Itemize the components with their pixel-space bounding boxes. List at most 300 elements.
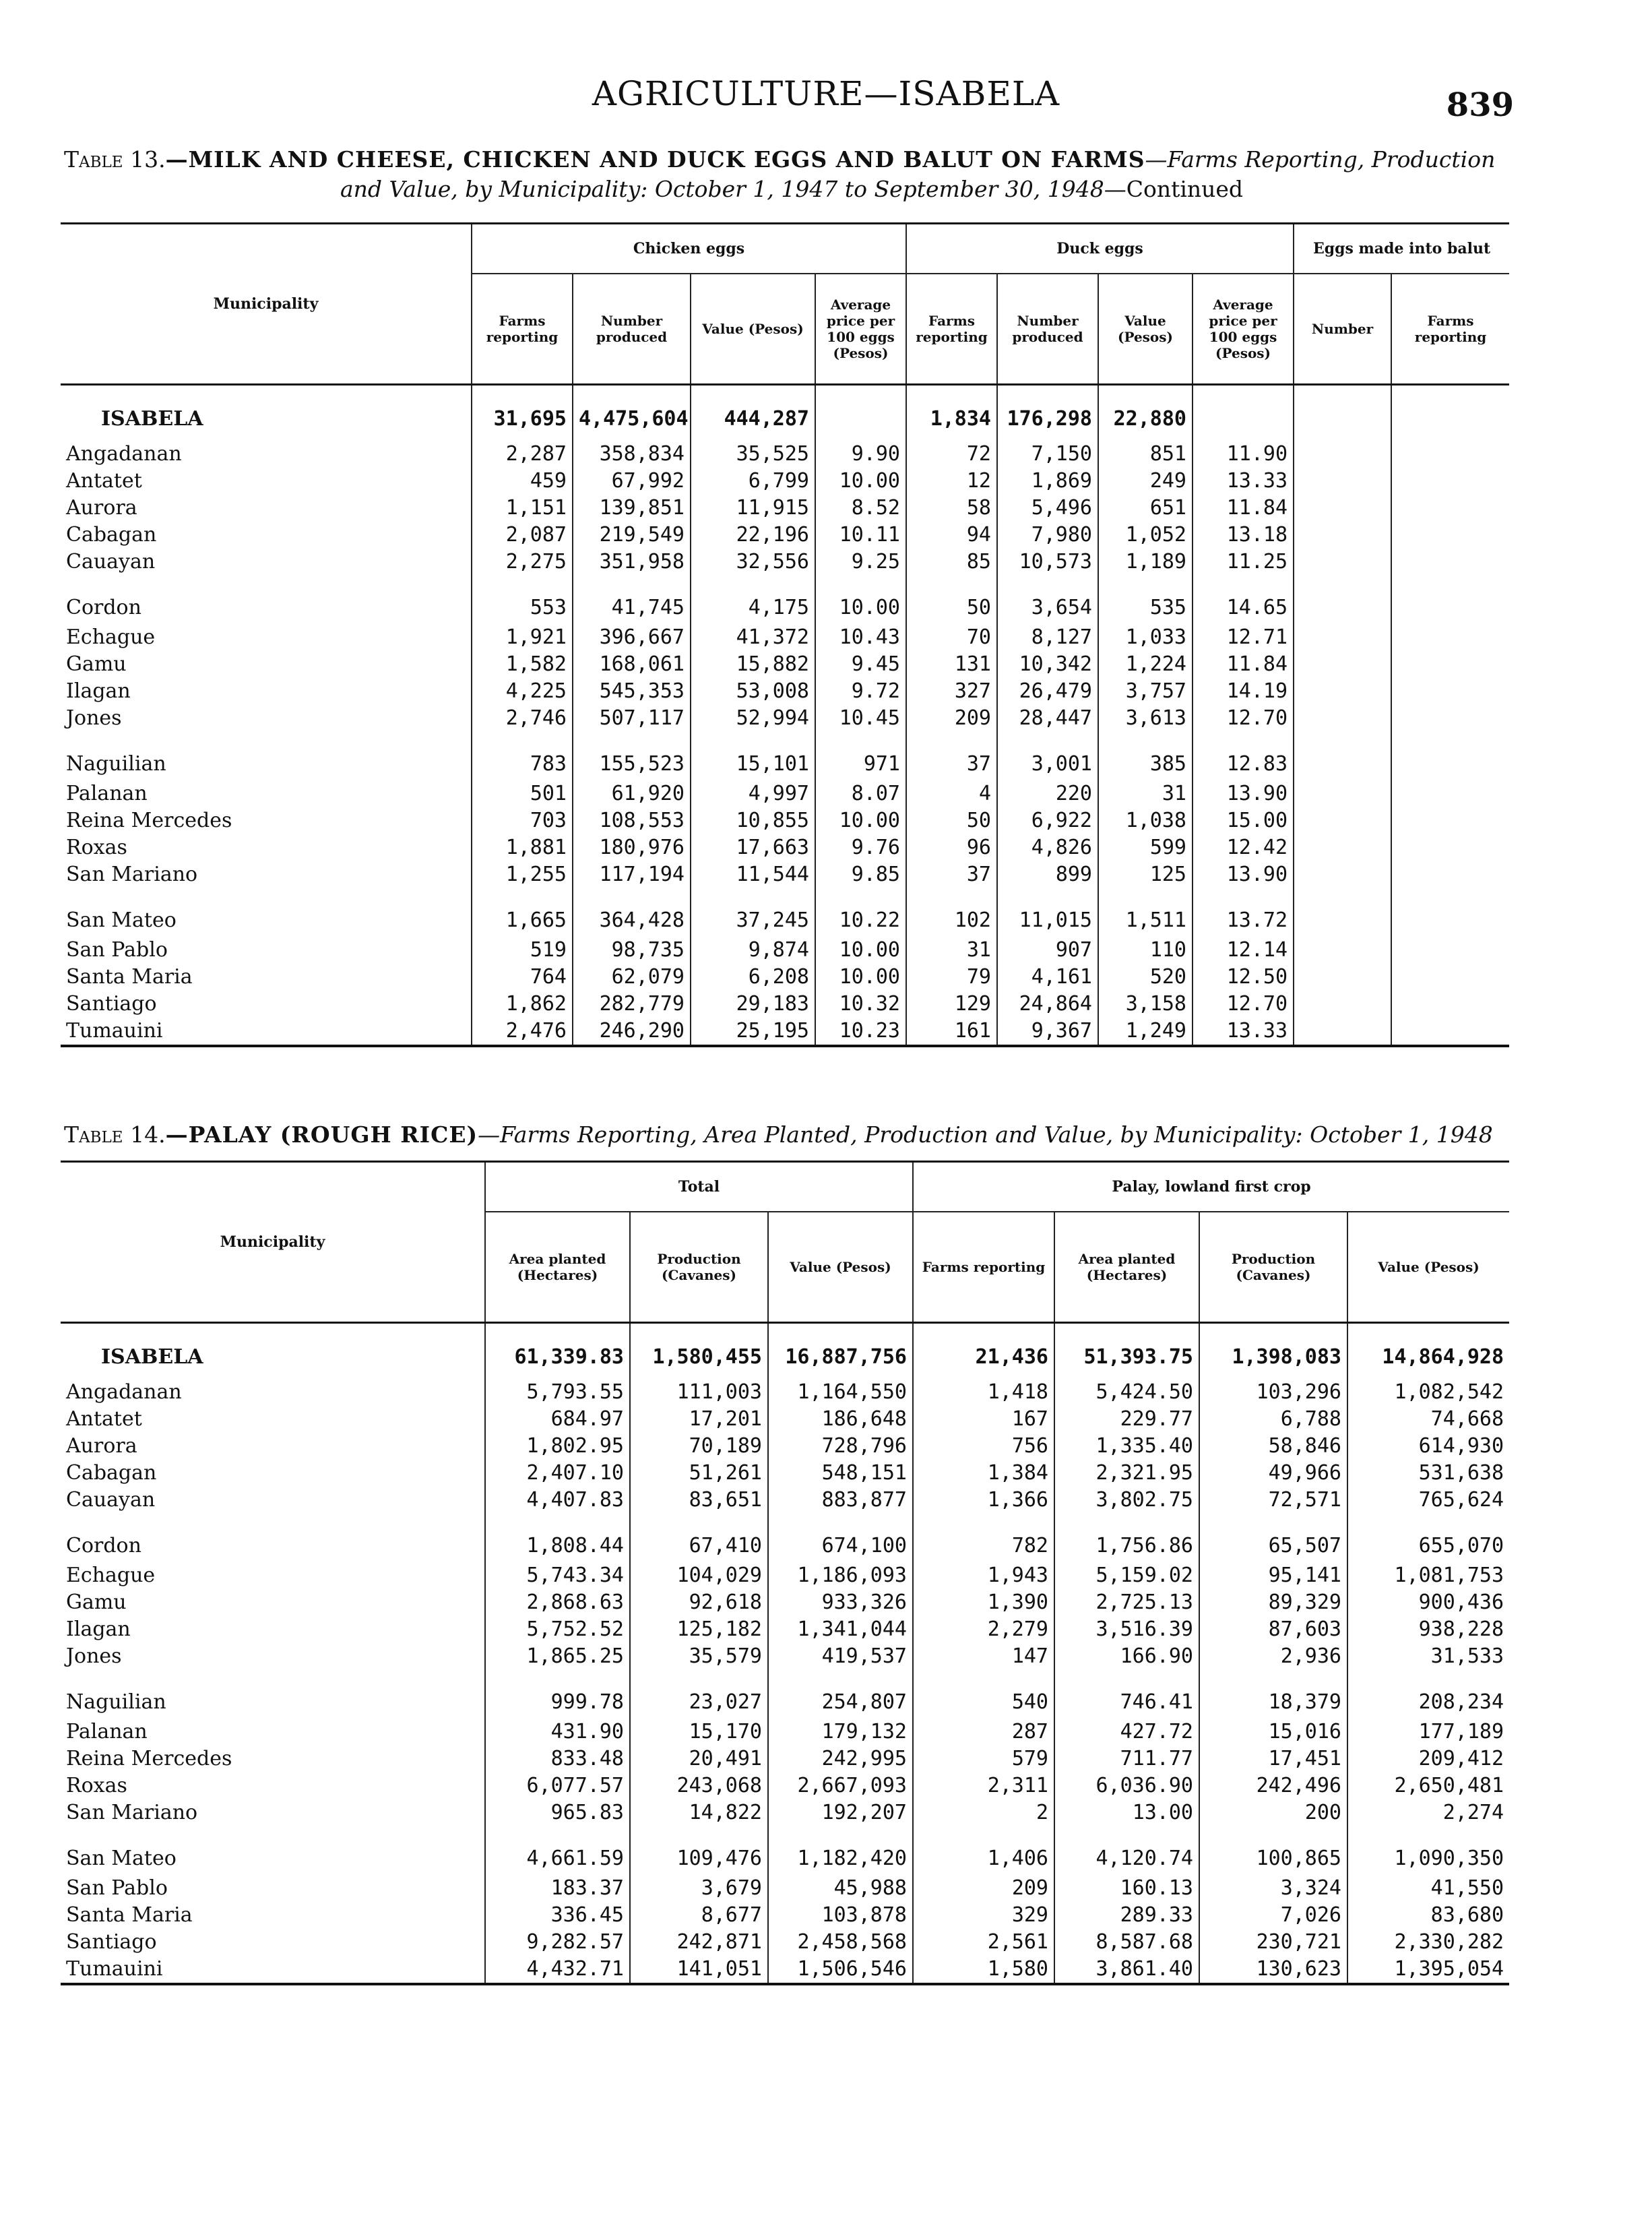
table14-cell: 72,571 — [1199, 1487, 1347, 1514]
table13-cell: 520 — [1098, 964, 1193, 991]
table13-cell: 10.45 — [815, 705, 906, 732]
table13-cell: 15,101 — [691, 732, 815, 780]
table14-cell: 746.41 — [1054, 1670, 1199, 1719]
table14-row — [61, 1719, 1509, 1746]
table14-cell: 1,182,420 — [768, 1826, 913, 1875]
table14-municipality-name: Aurora — [66, 1434, 137, 1458]
table14-cell: 209,412 — [1347, 1746, 1509, 1772]
table13-cell: 155,523 — [573, 732, 691, 780]
table13-cell — [1294, 705, 1391, 732]
table13-column-header: Value (Pesos) — [691, 274, 815, 385]
table13-row — [61, 1018, 1509, 1046]
table13-cell: 10,342 — [997, 651, 1098, 678]
table13-cell: 10.43 — [815, 624, 906, 651]
table13-cell: 108,553 — [573, 807, 691, 834]
table14-cell: 289.33 — [1054, 1902, 1199, 1929]
table14-cell: 674,100 — [768, 1514, 913, 1562]
table14-row — [61, 1616, 1509, 1643]
table14-column-header: Production (Cavanes) — [630, 1212, 768, 1323]
table14-cell: 183.37 — [485, 1875, 630, 1902]
table13-cell: 22,880 — [1098, 385, 1193, 441]
table14-cell: 1,384 — [913, 1460, 1054, 1487]
table13-cell: 37 — [906, 732, 997, 780]
table13-cell: 507,117 — [573, 705, 691, 732]
table13-column-header: Average price per 100 eggs (Pesos) — [815, 274, 906, 385]
table13-cell: 10.00 — [815, 937, 906, 964]
table13-cell: 358,834 — [573, 441, 691, 468]
table14-cell: 1,090,350 — [1347, 1826, 1509, 1875]
table13-cell: 249 — [1098, 468, 1193, 495]
table13-cell: 31 — [1098, 780, 1193, 807]
table13-cell: 459 — [472, 468, 573, 495]
table13-row — [61, 888, 1509, 937]
table14-cell: 103,296 — [1199, 1379, 1347, 1406]
table13-cell: 10.00 — [815, 576, 906, 624]
table14-cell: 3,516.39 — [1054, 1616, 1199, 1643]
table14-cell: 1,335.40 — [1054, 1433, 1199, 1460]
table13-cell: 9.25 — [815, 549, 906, 576]
table13-municipality-name: Cabagan — [66, 523, 157, 547]
table14-cell: 728,796 — [768, 1433, 913, 1460]
table13-cell — [1391, 441, 1509, 468]
running-title: AGRICULTURE—ISABELA — [592, 74, 1060, 113]
table14-cell: 100,865 — [1199, 1826, 1347, 1875]
table14-municipality-name: Santiago — [66, 1930, 157, 1954]
table13-municipality-name: Angadanan — [66, 442, 182, 466]
table13-cell: 220 — [997, 780, 1098, 807]
table13-cell: 3,654 — [997, 576, 1098, 624]
table13-cell: 1,862 — [472, 991, 573, 1018]
table14-cell: 2,650,481 — [1347, 1772, 1509, 1799]
table13-cell: 67,992 — [573, 468, 691, 495]
table13-municipality-name: Cauayan — [66, 550, 156, 574]
table14-group-lowland-first-crop: Palay, lowland first crop — [913, 1162, 1509, 1212]
table13-row — [61, 651, 1509, 678]
table13-municipality-name: San Mariano — [66, 863, 198, 886]
table13-cell: 1,869 — [997, 468, 1098, 495]
table14-cell: 1,506,546 — [768, 1956, 913, 1984]
table14-cell: 17,451 — [1199, 1746, 1347, 1772]
table14-cell: 4,120.74 — [1054, 1826, 1199, 1875]
table13-cell: 12.50 — [1193, 964, 1294, 991]
table13-cell: 12.14 — [1193, 937, 1294, 964]
table14-cell: 3,679 — [630, 1875, 768, 1902]
table13-cell: 31 — [906, 937, 997, 964]
table13-cell: 26,479 — [997, 678, 1098, 705]
table14-cell: 1,395,054 — [1347, 1956, 1509, 1984]
table14-cell: 9,282.57 — [485, 1929, 630, 1956]
table14-cell: 167 — [913, 1406, 1054, 1433]
table14-cell: 95,141 — [1199, 1562, 1347, 1589]
table13-cell: 10.32 — [815, 991, 906, 1018]
table14-municipality-name: San Mariano — [66, 1801, 198, 1824]
table14-cell: 103,878 — [768, 1902, 913, 1929]
table13-cell: 1,249 — [1098, 1018, 1193, 1046]
table14-row — [61, 1460, 1509, 1487]
table13-cell: 9.72 — [815, 678, 906, 705]
table14-cell: 548,151 — [768, 1460, 913, 1487]
table13-cell — [1294, 834, 1391, 861]
table14-cell: 14,864,928 — [1347, 1323, 1509, 1380]
table14-cell: 2 — [913, 1799, 1054, 1826]
table13-cell: 10.11 — [815, 522, 906, 549]
table13-cell: 3,613 — [1098, 705, 1193, 732]
table13-cell: 12 — [906, 468, 997, 495]
table14-cell: 51,261 — [630, 1460, 768, 1487]
table14-cell: 540 — [913, 1670, 1054, 1719]
table14-cell: 782 — [913, 1514, 1054, 1562]
table14-cell: 2,868.63 — [485, 1589, 630, 1616]
table14-cell: 15,170 — [630, 1719, 768, 1746]
table13-cell: 2,275 — [472, 549, 573, 576]
table13-cell — [1391, 1018, 1509, 1046]
table13-cell: 11.84 — [1193, 651, 1294, 678]
table14-cell: 15,016 — [1199, 1719, 1347, 1746]
table14-cell: 125,182 — [630, 1616, 768, 1643]
table13-cell: 37,245 — [691, 888, 815, 937]
table14-municipality-name: Cauayan — [66, 1488, 156, 1512]
table13-cell — [1294, 495, 1391, 522]
table13-cell — [1391, 624, 1509, 651]
table13-cell: 4,175 — [691, 576, 815, 624]
table13-cell — [1391, 861, 1509, 888]
table14-cell: 5,424.50 — [1054, 1379, 1199, 1406]
table13-cell: 501 — [472, 780, 573, 807]
table13-cell: 4,997 — [691, 780, 815, 807]
table14-cell: 14,822 — [630, 1799, 768, 1826]
table13-cell: 10.00 — [815, 468, 906, 495]
table14-cell: 579 — [913, 1746, 1054, 1772]
table13-cell: 9.76 — [815, 834, 906, 861]
table14-cell: 192,207 — [768, 1799, 913, 1826]
table14-cell: 1,802.95 — [485, 1433, 630, 1460]
table13-cell — [1294, 888, 1391, 937]
table13-row — [61, 807, 1509, 834]
table14-cell: 1,164,550 — [768, 1379, 913, 1406]
table13-cell: 72 — [906, 441, 997, 468]
table13-cell: 971 — [815, 732, 906, 780]
table13-cell: 98,735 — [573, 937, 691, 964]
table13-cell: 4,161 — [997, 964, 1098, 991]
table14-cell: 242,871 — [630, 1929, 768, 1956]
table13-cell: 7,980 — [997, 522, 1098, 549]
table13-cell: 7,150 — [997, 441, 1098, 468]
table14-row — [61, 1487, 1509, 1514]
table13-cell: 9,367 — [997, 1018, 1098, 1046]
table13-cell — [1294, 861, 1391, 888]
table14-cell: 87,603 — [1199, 1616, 1347, 1643]
table13-cell: 899 — [997, 861, 1098, 888]
table13-cell: 10.23 — [815, 1018, 906, 1046]
table14-municipality-name: San Mateo — [66, 1847, 177, 1870]
table13-cell: 17,663 — [691, 834, 815, 861]
table13-municipality-name: Santiago — [66, 992, 157, 1016]
table14-cell: 230,721 — [1199, 1929, 1347, 1956]
table13-cell — [1294, 937, 1391, 964]
table14-cell: 6,788 — [1199, 1406, 1347, 1433]
table13-municipality-name: Antatet — [66, 469, 142, 493]
table13-row — [61, 937, 1509, 964]
table13-cell: 6,922 — [997, 807, 1098, 834]
table14-title: —PALAY (ROUGH RICE) — [165, 1121, 478, 1148]
table13-cell: 24,864 — [997, 991, 1098, 1018]
table13-cell — [1294, 732, 1391, 780]
table13-municipality-name: Ilagan — [66, 679, 131, 703]
table13-cell: 50 — [906, 807, 997, 834]
table13-cell: 6,799 — [691, 468, 815, 495]
table14-cell: 684.97 — [485, 1406, 630, 1433]
table13-cell — [1391, 807, 1509, 834]
table14-cell: 89,329 — [1199, 1589, 1347, 1616]
table13-cell: 9,874 — [691, 937, 815, 964]
table14-cell: 1,418 — [913, 1379, 1054, 1406]
table13-cell — [1294, 964, 1391, 991]
table14-cell: 2,725.13 — [1054, 1589, 1199, 1616]
table13-cell: 11,015 — [997, 888, 1098, 937]
table14 — [61, 1161, 1509, 1985]
table13-cell — [1391, 834, 1509, 861]
table14-cell: 756 — [913, 1433, 1054, 1460]
table13-municipality-name: ISABELA — [101, 407, 203, 431]
table13-cell: 110 — [1098, 937, 1193, 964]
table14-cell: 51,393.75 — [1054, 1323, 1199, 1380]
table14-row — [61, 1433, 1509, 1460]
table13-cell: 11.84 — [1193, 495, 1294, 522]
table13-cell: 8.52 — [815, 495, 906, 522]
table14-cell: 45,988 — [768, 1875, 913, 1902]
table13-cell: 25,195 — [691, 1018, 815, 1046]
table14-cell: 229.77 — [1054, 1406, 1199, 1433]
table14-cell: 16,887,756 — [768, 1323, 913, 1380]
table13-cell — [1391, 651, 1509, 678]
table13-cell: 12.83 — [1193, 732, 1294, 780]
table14-cell: 5,793.55 — [485, 1379, 630, 1406]
table14-cell: 23,027 — [630, 1670, 768, 1719]
table14-cell: 35,579 — [630, 1643, 768, 1670]
table13-cell: 11,544 — [691, 861, 815, 888]
table13-cell — [1391, 385, 1509, 441]
table14-cell: 933,326 — [768, 1589, 913, 1616]
table13-cell: 519 — [472, 937, 573, 964]
table13-cell: 117,194 — [573, 861, 691, 888]
table14-cell: 4,407.83 — [485, 1487, 630, 1514]
table13-cell — [1391, 468, 1509, 495]
table14-municipality-name: Angadanan — [66, 1380, 182, 1404]
table13-cell: 535 — [1098, 576, 1193, 624]
table13-cell: 219,549 — [573, 522, 691, 549]
table13-subtitle-2: and Value, by Municipality: October 1, 1947 to September 30, 1948 — [340, 176, 1104, 202]
table13-cell: 4,475,604 — [573, 385, 691, 441]
table14-cell: 4,661.59 — [485, 1826, 630, 1875]
table13-cell: 764 — [472, 964, 573, 991]
table14-cell: 61,339.83 — [485, 1323, 630, 1380]
table13-cell: 4,225 — [472, 678, 573, 705]
table13-municipality-name: Naguilian — [66, 752, 166, 776]
table13-cell: 351,958 — [573, 549, 691, 576]
table13-cell: 13.33 — [1193, 468, 1294, 495]
table14-cell: 41,550 — [1347, 1875, 1509, 1902]
table13-cell: 161 — [906, 1018, 997, 1046]
table13-row — [61, 861, 1509, 888]
table14-cell: 3,324 — [1199, 1875, 1347, 1902]
table14-cell: 1,398,083 — [1199, 1323, 1347, 1380]
table13-cell: 52,994 — [691, 705, 815, 732]
table14-municipality-name: Ilagan — [66, 1617, 131, 1641]
table13-cell — [1391, 964, 1509, 991]
table13-cell: 13.90 — [1193, 861, 1294, 888]
table13-municipality-name: Santa Maria — [66, 965, 193, 989]
table14-cell: 74,668 — [1347, 1406, 1509, 1433]
table13-cell: 2,476 — [472, 1018, 573, 1046]
table14-cell: 2,330,282 — [1347, 1929, 1509, 1956]
table13-cell: 15.00 — [1193, 807, 1294, 834]
table14-municipality-name: Jones — [66, 1644, 122, 1668]
table14-cell: 2,936 — [1199, 1643, 1347, 1670]
table14-cell: 6,036.90 — [1054, 1772, 1199, 1799]
table13-cell: 10,573 — [997, 549, 1098, 576]
table14-cell: 13.00 — [1054, 1799, 1199, 1826]
table14-cell: 200 — [1199, 1799, 1347, 1826]
table14-row — [61, 1902, 1509, 1929]
table13-cell: 12.70 — [1193, 705, 1294, 732]
table13-cell: 3,001 — [997, 732, 1098, 780]
table14-cell: 2,407.10 — [485, 1460, 630, 1487]
table13-cell: 10.00 — [815, 964, 906, 991]
table13-cell: 2,746 — [472, 705, 573, 732]
table14-cell: 1,808.44 — [485, 1514, 630, 1562]
table14-row — [61, 1799, 1509, 1826]
table13-cell: 14.19 — [1193, 678, 1294, 705]
table14-cell: 1,865.25 — [485, 1643, 630, 1670]
table14-cell: 1,943 — [913, 1562, 1054, 1589]
table14-municipality-name: Gamu — [66, 1590, 127, 1614]
table14-row — [61, 1379, 1509, 1406]
table14-column-header: Production (Cavanes) — [1199, 1212, 1347, 1323]
table13-municipality-name: Gamu — [66, 652, 127, 676]
table13-cell: 599 — [1098, 834, 1193, 861]
table13-cell — [1391, 705, 1509, 732]
table14-cell: 2,279 — [913, 1616, 1054, 1643]
table14-cell: 3,861.40 — [1054, 1956, 1199, 1984]
table13-cell: 1,881 — [472, 834, 573, 861]
table14-cell: 186,648 — [768, 1406, 913, 1433]
table13-cell — [1294, 807, 1391, 834]
table13-cell: 96 — [906, 834, 997, 861]
table13-cell — [1294, 576, 1391, 624]
table13-cell: 2,087 — [472, 522, 573, 549]
table13-group-chicken-eggs: Chicken eggs — [472, 224, 906, 274]
table13-cell: 41,372 — [691, 624, 815, 651]
table13-cell — [1294, 549, 1391, 576]
table13-cell: 10,855 — [691, 807, 815, 834]
table13-cell — [1391, 937, 1509, 964]
table13-cell — [1294, 678, 1391, 705]
table14-row — [61, 1514, 1509, 1562]
page-number: 839 — [1446, 86, 1514, 124]
table13-cell: 327 — [906, 678, 997, 705]
table13-row — [61, 624, 1509, 651]
table13-cell: 50 — [906, 576, 997, 624]
table13-body — [61, 385, 1509, 1047]
table14-row — [61, 1956, 1509, 1984]
table13-municipality-name: Cordon — [66, 596, 141, 619]
table13-cell: 4 — [906, 780, 997, 807]
table13-cell — [1294, 385, 1391, 441]
table13-cell: 1,665 — [472, 888, 573, 937]
table13-continued: —Continued — [1104, 176, 1244, 202]
table14-cell: 49,966 — [1199, 1460, 1347, 1487]
table14-cell: 70,189 — [630, 1433, 768, 1460]
table14-subtitle: —Farms Reporting, Area Planted, Production and Value, by Municipality: October 1, 1948 — [478, 1121, 1493, 1148]
table14-cell: 711.77 — [1054, 1746, 1199, 1772]
table13-cell — [1391, 549, 1509, 576]
table13-cell: 62,079 — [573, 964, 691, 991]
table13-cell — [1294, 780, 1391, 807]
table13-group-balut: Eggs made into balut — [1294, 224, 1509, 274]
table13-cell: 1,151 — [472, 495, 573, 522]
table14-cell: 67,410 — [630, 1514, 768, 1562]
table13-column-header: Farms reporting — [1391, 274, 1509, 385]
table14-cell: 427.72 — [1054, 1719, 1199, 1746]
table14-body — [61, 1323, 1509, 1985]
table14-municipality-name: Antatet — [66, 1407, 142, 1431]
page-header — [0, 74, 1652, 128]
table13-cell: 58 — [906, 495, 997, 522]
table13-cell: 703 — [472, 807, 573, 834]
table14-cell: 765,624 — [1347, 1487, 1509, 1514]
table13 — [61, 222, 1509, 1047]
table13-cell: 176,298 — [997, 385, 1098, 441]
table13-cell: 1,033 — [1098, 624, 1193, 651]
table14-cell: 5,159.02 — [1054, 1562, 1199, 1589]
table14-cell: 999.78 — [485, 1670, 630, 1719]
table13-group-duck-eggs: Duck eggs — [906, 224, 1294, 274]
table13-municipality-name: Roxas — [66, 836, 127, 859]
table13-cell — [1391, 991, 1509, 1018]
table14-municipality-name: Palanan — [66, 1720, 148, 1743]
table14-row — [61, 1589, 1509, 1616]
table14-cell: 3,802.75 — [1054, 1487, 1199, 1514]
table13-cell: 553 — [472, 576, 573, 624]
table14-column-header: Area planted (Hectares) — [1054, 1212, 1199, 1323]
table14-municipality-name: ISABELA — [101, 1345, 203, 1369]
table13-cell: 53,008 — [691, 678, 815, 705]
table13-cell: 79 — [906, 964, 997, 991]
table13-cell: 1,511 — [1098, 888, 1193, 937]
table14-row — [61, 1643, 1509, 1670]
table13-cell: 14.65 — [1193, 576, 1294, 624]
table13-column-header: Number produced — [573, 274, 691, 385]
table13-cell: 28,447 — [997, 705, 1098, 732]
table13-cell: 209 — [906, 705, 997, 732]
table13-cell: 139,851 — [573, 495, 691, 522]
table14-cell: 104,029 — [630, 1562, 768, 1589]
table14-cell: 130,623 — [1199, 1956, 1347, 1984]
table13-cell — [1391, 678, 1509, 705]
table13-column-header: Number produced — [997, 274, 1098, 385]
table13-cell: 13.18 — [1193, 522, 1294, 549]
table14-cell: 431.90 — [485, 1719, 630, 1746]
table14-cell: 109,476 — [630, 1826, 768, 1875]
table14-cell: 419,537 — [768, 1643, 913, 1670]
table13-municipality-name: San Pablo — [66, 938, 168, 962]
table14-cell: 2,667,093 — [768, 1772, 913, 1799]
table13-cell: 5,496 — [997, 495, 1098, 522]
table13-title: —MILK AND CHEESE, CHICKEN AND DUCK EGGS AND BALUT ON FARMS — [165, 146, 1145, 173]
table14-header-municipality: Municipality — [61, 1162, 485, 1323]
table13-cell: 1,189 — [1098, 549, 1193, 576]
table14-cell: 1,390 — [913, 1589, 1054, 1616]
